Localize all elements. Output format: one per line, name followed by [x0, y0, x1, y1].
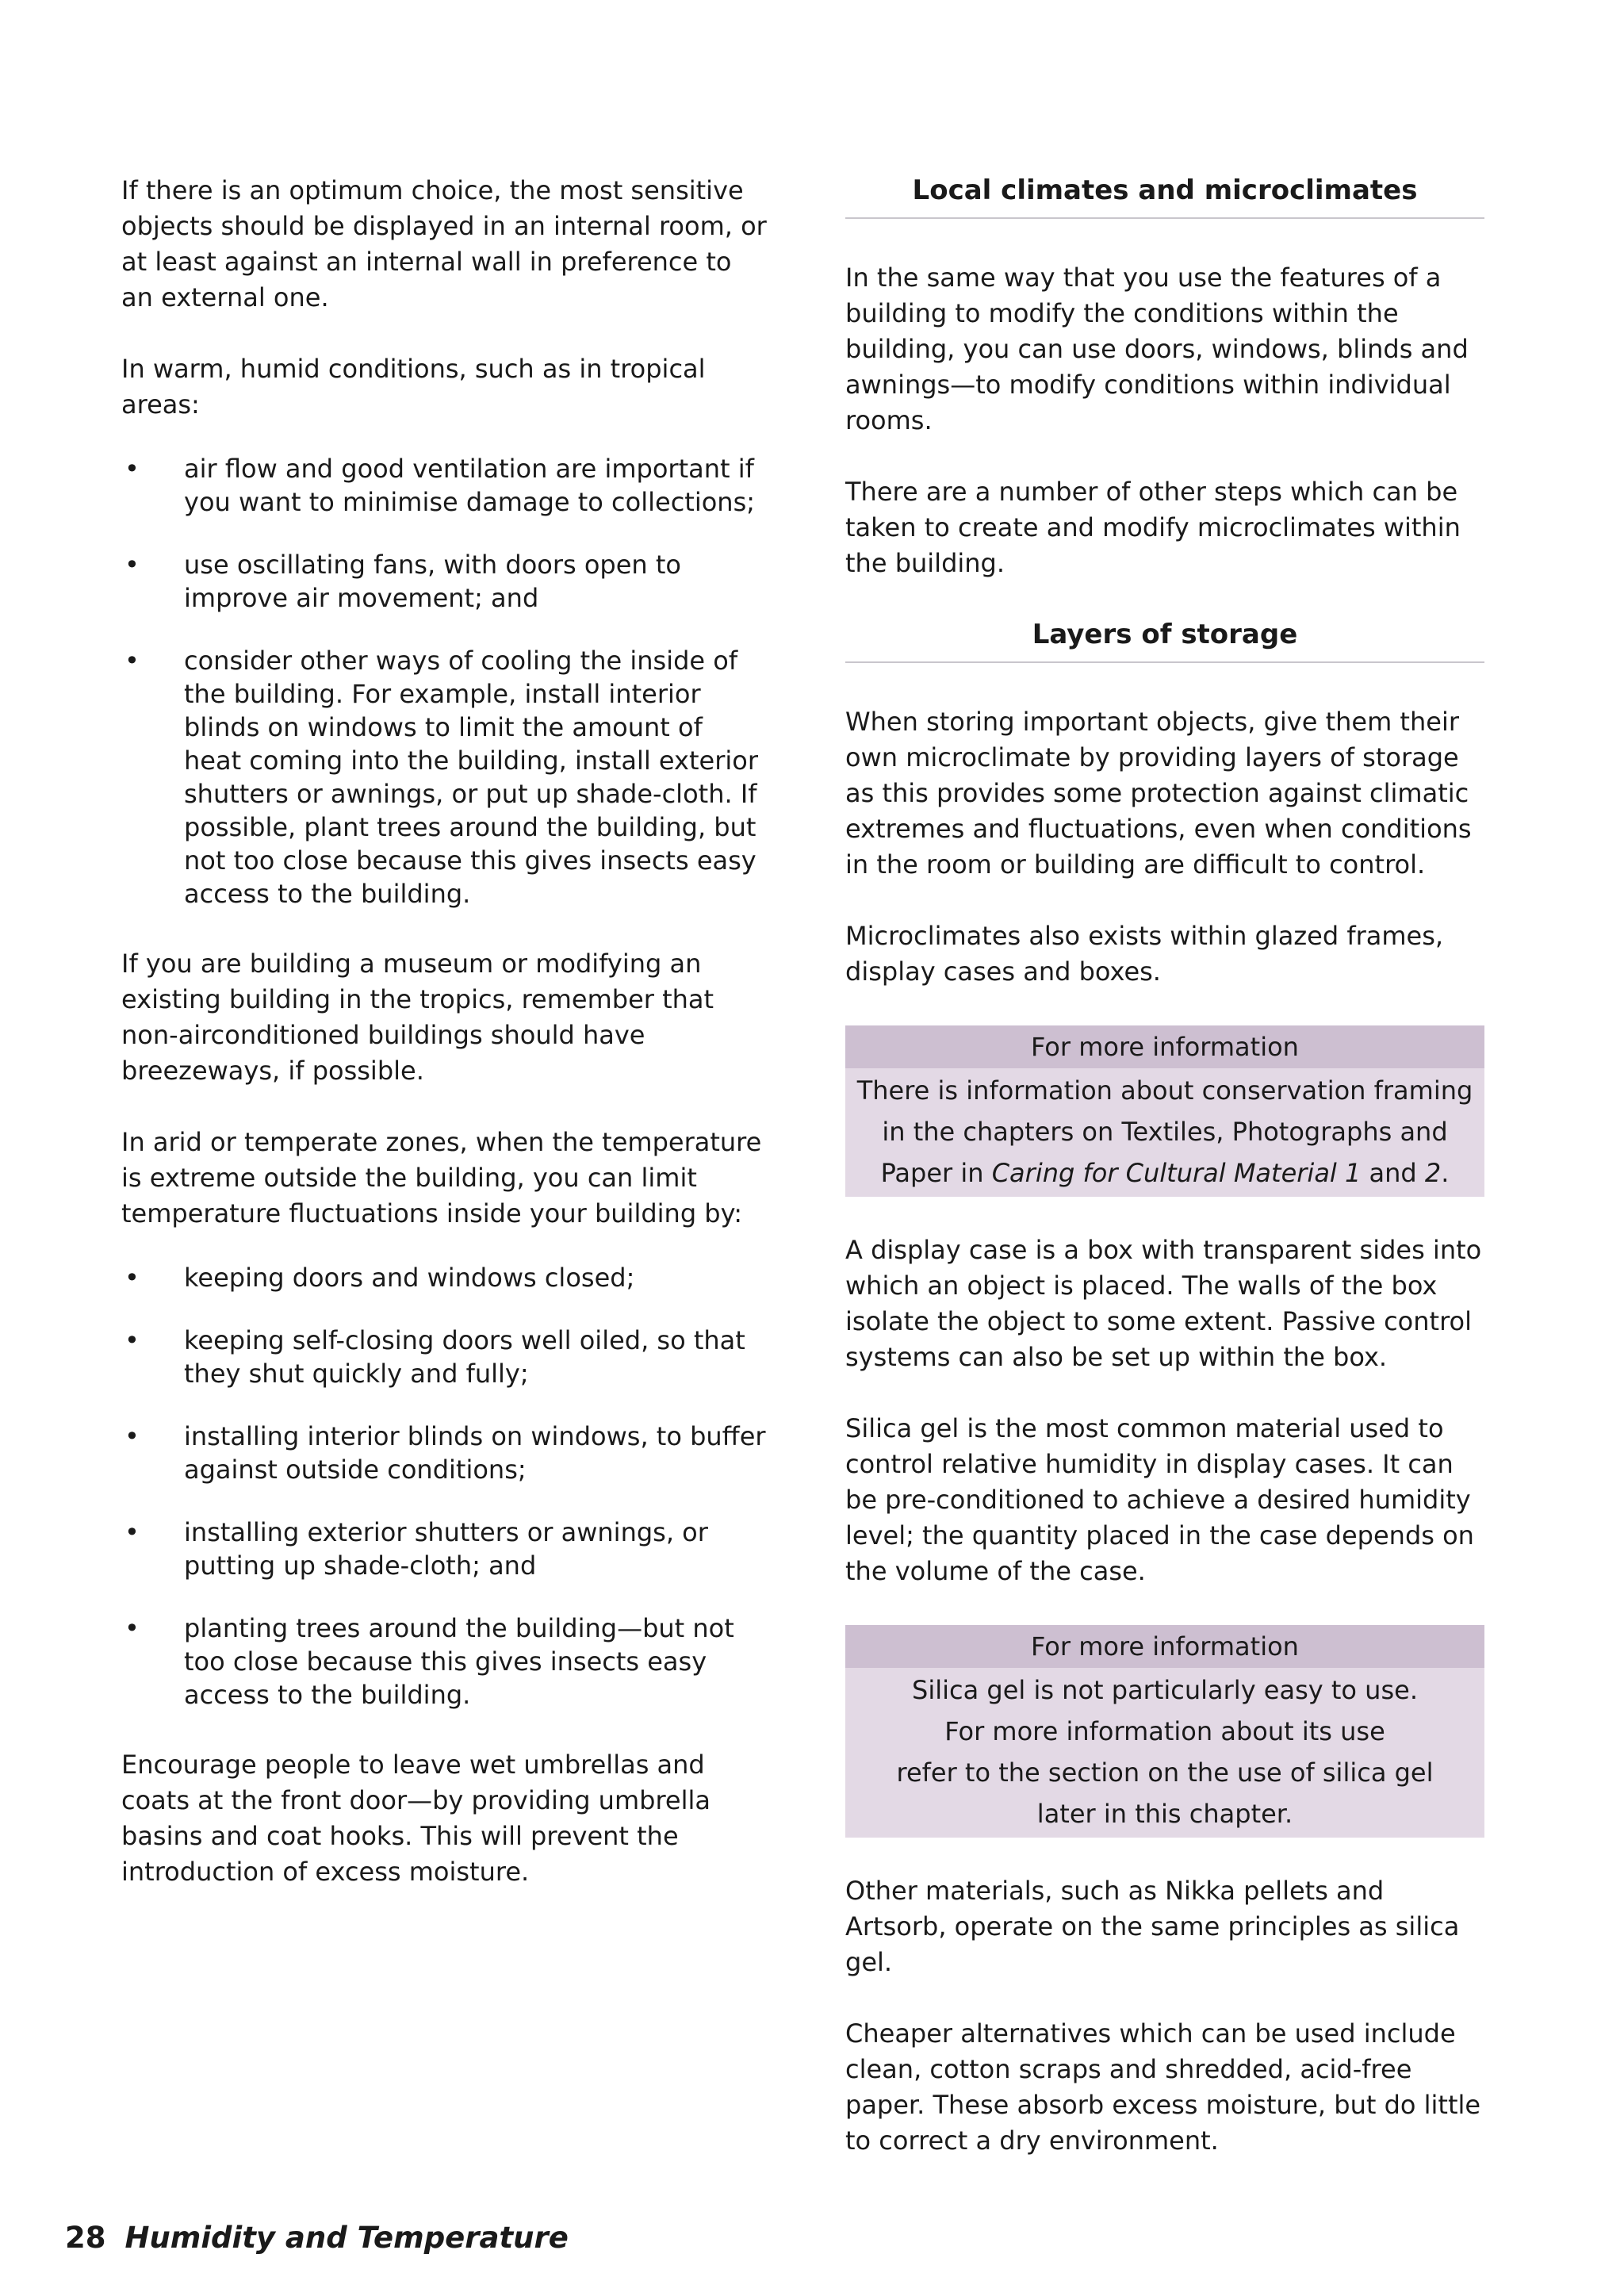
list-item: • keeping self-closing doors well oiled, so that they shut quickly and fully; — [121, 1324, 768, 1390]
info-line: For more information about its use — [944, 1716, 1385, 1746]
running-title: Humidity and Temperature — [124, 2221, 569, 2255]
info-box — [845, 1025, 1484, 1197]
info-line: Silica gel is not particularly easy to use. — [912, 1675, 1418, 1705]
list-item: • use oscillating fans, with doors open to improve air movement; and — [121, 548, 768, 615]
section-heading: Local climates and microclimates — [845, 173, 1484, 219]
info-box-heading: For more information — [845, 1025, 1484, 1068]
paragraph: In the same way that you use the features of a building to modify the conditions within the building, you can use doors, windows, blinds and awnings—to modify conditions within individual rooms. — [845, 263, 1469, 435]
page-footer — [65, 2221, 569, 2255]
bullet-list-tropical — [121, 452, 768, 910]
page-number: 28 — [65, 2221, 106, 2255]
paragraph: When storing important objects, give them their own microclimate by providing layers of storage as this provides some protection against climatic extremes and fluctuations, even when conditions in the room or building are difficult to control. — [845, 707, 1472, 880]
paragraph: Encourage people to leave wet umbrellas and coats at the front door—by providing umbrella basins and coat hooks. This will prevent the introduction of excess moisture. — [121, 1750, 710, 1887]
info-box-body — [845, 1068, 1484, 1197]
book-title: Caring for Cultural Material 1 — [991, 1158, 1362, 1188]
paragraph: If you are building a museum or modifying an existing building in the tropics, remember that non-airconditioned buildings should have breezeways, if possible. — [121, 949, 714, 1086]
left-column — [121, 173, 768, 1926]
paragraph: Cheaper alternatives which can be used include clean, cotton scraps and shredded, acid-free paper. These absorb excess moisture, but do little to correct a dry environment. — [845, 2018, 1481, 2156]
list-item: • air flow and good ventilation are important if you want to minimise damage to collections; — [121, 452, 768, 519]
paragraph: If there is an optimum choice, the most sensitive objects should be displayed in an internal room, or at least against an internal wall in preference to an external one. — [121, 175, 767, 312]
paragraph: Other materials, such as Nikka pellets and Artsorb, operate on the same principles as silica gel. — [845, 1876, 1460, 1977]
text-run: . — [1441, 1158, 1450, 1188]
info-box — [845, 1625, 1484, 1838]
list-item: • installing interior blinds on windows, to buffer against outside conditions; — [121, 1420, 768, 1486]
info-line: in the chapters on Textiles, Photographs and — [882, 1117, 1448, 1147]
list-item: • consider other ways of cooling the inside of the building. For example, install interior blinds on windows to limit the amount of heat coming into the building, install exterior shutters or awnings, or put up shade-cloth. If possible, plant trees around the building, but not too close because this gives insects easy access to the building. — [121, 644, 768, 910]
info-box-heading: For more information — [845, 1625, 1484, 1668]
bullet-list-arid — [121, 1261, 768, 1711]
paragraph: There are a number of other steps which can be taken to create and modify microclimates within the building. — [845, 477, 1461, 578]
list-item: • installing exterior shutters or awnings, or putting up shade-cloth; and — [121, 1516, 768, 1582]
paragraph: Microclimates also exists within glazed frames, display cases and boxes. — [845, 921, 1444, 987]
right-column — [845, 173, 1484, 2194]
paragraph: In warm, humid conditions, such as in tropical areas: — [121, 354, 706, 420]
info-box-body — [845, 1668, 1484, 1838]
book-volume: 2 — [1424, 1158, 1442, 1188]
list-item: • keeping doors and windows closed; — [121, 1261, 768, 1294]
text-run: Paper in — [880, 1158, 992, 1188]
section-heading: Layers of storage — [845, 617, 1484, 663]
list-item: • planting trees around the building—but not too close because this gives insects easy access to the building. — [121, 1612, 768, 1711]
info-line — [855, 1152, 1475, 1194]
paragraph: A display case is a box with transparent sides into which an object is placed. The walls of the box isolate the object to some extent. Passive control systems can also be set up within the box. — [845, 1235, 1482, 1372]
paragraph: In arid or temperate zones, when the temperature is extreme outside the building, you can limit temperature fluctuations inside your building by: — [121, 1127, 762, 1228]
info-line: refer to the section on the use of silica gel — [896, 1757, 1434, 1788]
text-run: and — [1361, 1158, 1425, 1188]
info-line: later in this chapter. — [1036, 1799, 1293, 1829]
info-line: There is information about conservation framing — [856, 1075, 1473, 1106]
paragraph: Silica gel is the most common material used to control relative humidity in display cases. It can be pre-conditioned to achieve a desired humidity level; the quantity placed in the case depends on the volume of the case. — [845, 1413, 1474, 1586]
